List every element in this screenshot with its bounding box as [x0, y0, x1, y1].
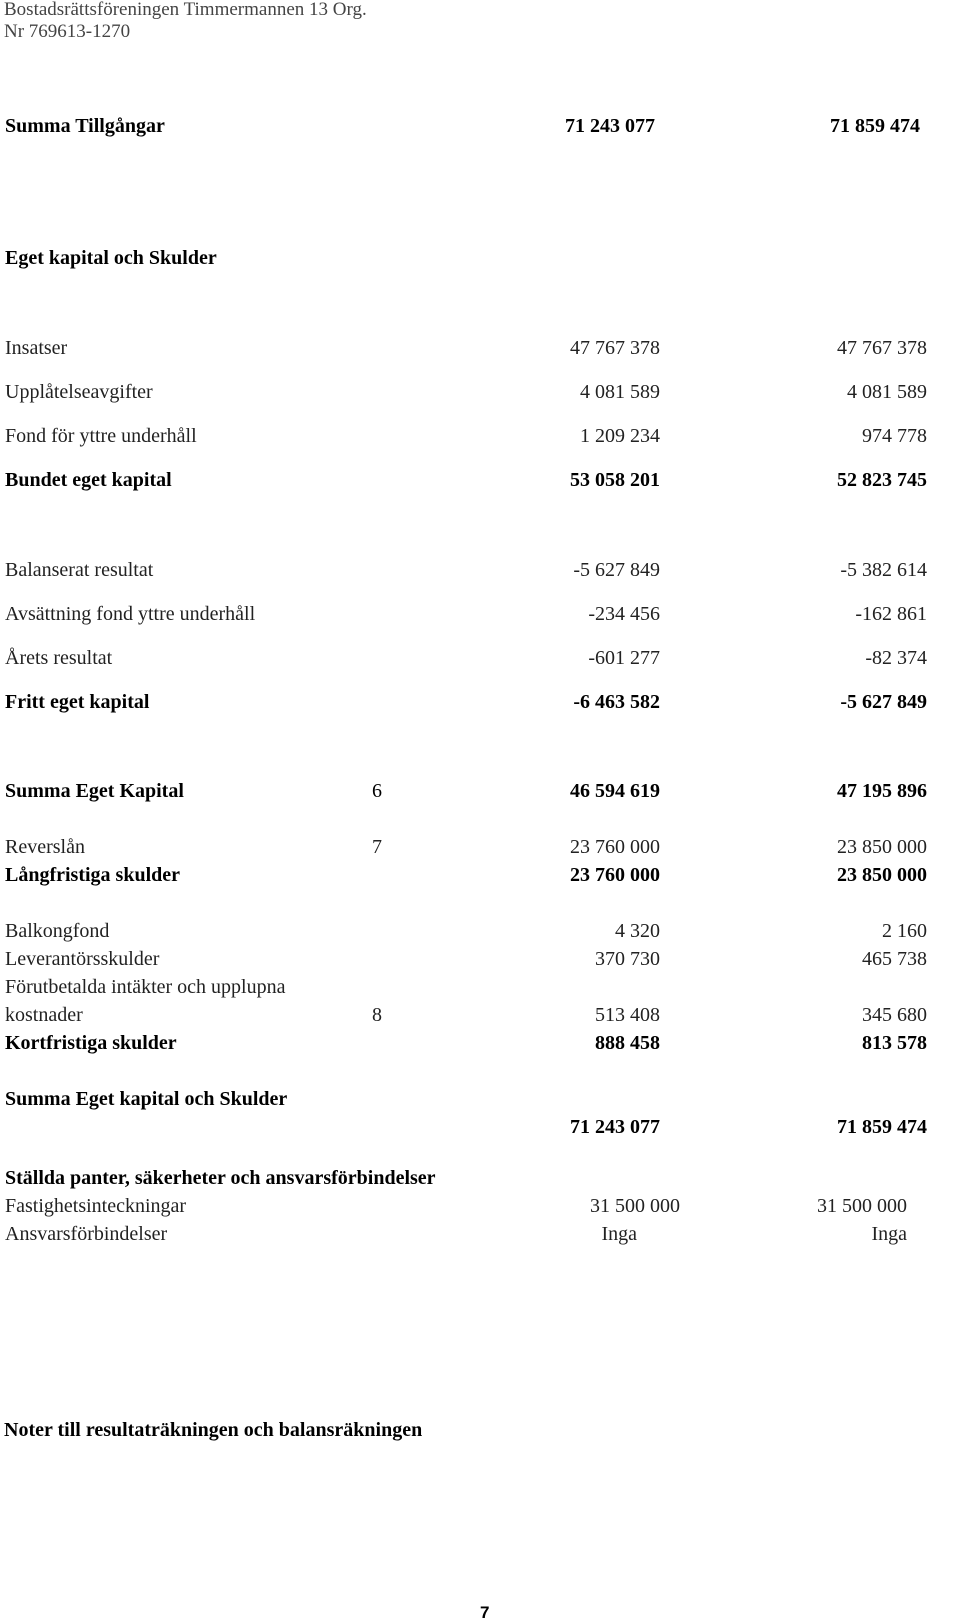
summa-eget-kapital-value-1: 46 594 619 [570, 780, 660, 802]
row-value-1: -234 456 [588, 603, 660, 625]
fritt-total-value-1: -6 463 582 [573, 691, 660, 713]
note-ref: 8 [372, 1004, 382, 1026]
note-ref: 6 [372, 780, 382, 802]
row-value-1: 1 209 234 [580, 425, 660, 447]
row-value-1: 370 730 [595, 948, 660, 970]
row-value-1: 4 081 589 [580, 381, 660, 403]
header-org-number: Nr 769613-1270 [4, 21, 131, 42]
summa-eget-kapital-skulder-value-1: 71 243 077 [570, 1116, 660, 1138]
kortfristiga-total-value-2: 813 578 [862, 1032, 927, 1054]
langfristiga-total-value-1: 23 760 000 [570, 864, 660, 886]
row-value-1: 4 320 [615, 920, 660, 942]
row-value-1: -601 277 [588, 647, 660, 669]
bundet-total-value-2: 52 823 745 [837, 469, 927, 491]
row-label: Insatser [5, 337, 68, 359]
section-title-eget-kapital-skulder: Eget kapital och Skulder [5, 247, 217, 269]
row-value-1: 513 408 [595, 1004, 660, 1026]
row-value-2: 465 738 [862, 948, 927, 970]
row-value-1: -5 627 849 [573, 559, 660, 581]
row-label-line-1: Förutbetalda intäkter och upplupna [5, 976, 286, 998]
row-value-2: Inga [871, 1223, 907, 1245]
row-value-2: 345 680 [862, 1004, 927, 1026]
row-label: Leverantörsskulder [5, 948, 160, 970]
row-label-line-2: kostnader [5, 1004, 83, 1026]
row-value-1: 23 760 000 [570, 836, 660, 858]
row-value-2: -5 382 614 [840, 559, 927, 581]
kortfristiga-total-label: Kortfristiga skulder [5, 1032, 177, 1054]
summa-tillgangar-label: Summa Tillgångar [5, 115, 165, 137]
summa-tillgangar-value-1: 71 243 077 [565, 115, 655, 137]
row-value-1: Inga [601, 1223, 637, 1245]
kortfristiga-total-value-1: 888 458 [595, 1032, 660, 1054]
row-value-2: 23 850 000 [837, 836, 927, 858]
row-value-2: 31 500 000 [817, 1195, 907, 1217]
summa-eget-kapital-skulder-label: Summa Eget kapital och Skulder [5, 1088, 288, 1110]
langfristiga-total-value-2: 23 850 000 [837, 864, 927, 886]
bundet-total-label: Bundet eget kapital [5, 469, 172, 491]
row-label: Årets resultat [5, 647, 113, 669]
row-label: Balanserat resultat [5, 559, 154, 581]
summa-eget-kapital-label: Summa Eget Kapital [5, 780, 184, 802]
summa-tillgangar-value-2: 71 859 474 [830, 115, 920, 137]
fritt-total-value-2: -5 627 849 [840, 691, 927, 713]
summa-eget-kapital-value-2: 47 195 896 [837, 780, 927, 802]
langfristiga-total-label: Långfristiga skulder [5, 864, 181, 886]
row-value-2: 974 778 [862, 425, 927, 447]
summa-eget-kapital-skulder-value-2: 71 859 474 [837, 1116, 927, 1138]
row-value-2: -162 861 [855, 603, 927, 625]
row-value-2: 47 767 378 [837, 337, 927, 359]
row-label: Ansvarsförbindelser [5, 1223, 168, 1245]
page-number: 7 [480, 1603, 490, 1622]
row-value-2: -82 374 [865, 647, 927, 669]
row-value-1: 47 767 378 [570, 337, 660, 359]
row-label: Avsättning fond yttre underhåll [5, 603, 256, 625]
stallda-title: Ställda panter, säkerheter och ansvarsförbindelser [5, 1167, 436, 1189]
header-org-line: Bostadsrättsföreningen Timmermannen 13 Org. [4, 0, 367, 20]
row-label: Fastighetsinteckningar [5, 1195, 187, 1217]
row-label: Fond för yttre underhåll [5, 425, 197, 447]
row-value-1: 31 500 000 [590, 1195, 680, 1217]
row-label: Upplåtelseavgifter [5, 381, 153, 403]
fritt-total-label: Fritt eget kapital [5, 691, 150, 713]
noter-title: Noter till resultaträkningen och balansräkningen [4, 1419, 423, 1441]
bundet-total-value-1: 53 058 201 [570, 469, 660, 491]
row-label: Reverslån [5, 836, 85, 858]
row-value-2: 2 160 [882, 920, 927, 942]
note-ref: 7 [372, 836, 382, 858]
row-label: Balkongfond [5, 920, 110, 942]
row-value-2: 4 081 589 [847, 381, 927, 403]
